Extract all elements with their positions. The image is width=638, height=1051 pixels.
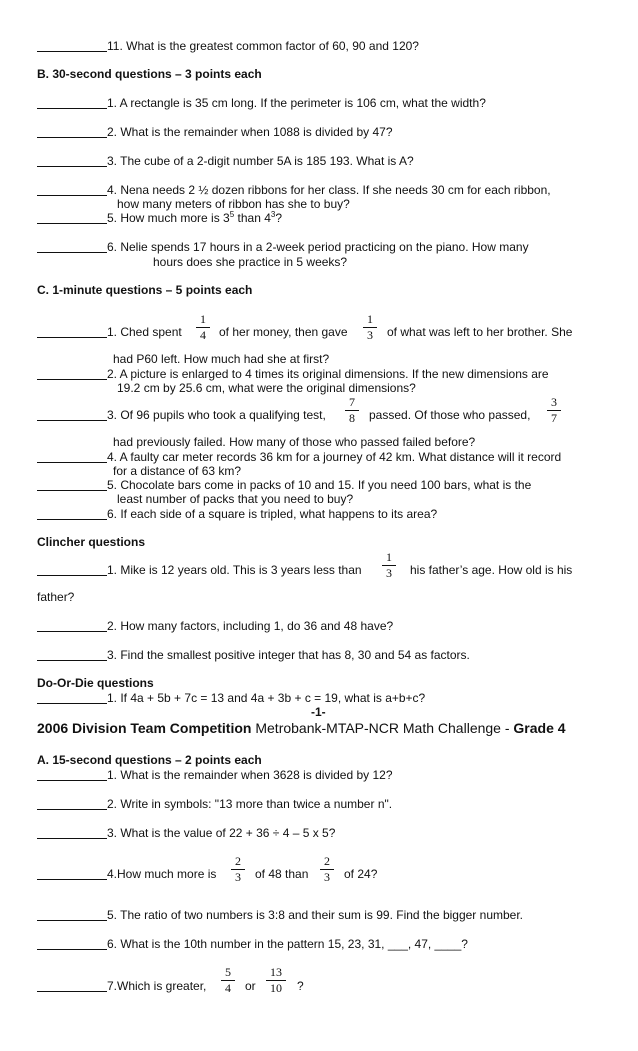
exponent: 5: [229, 210, 235, 219]
c-question-1-text1: 1. Ched spent: [107, 325, 182, 339]
fraction: $\frac{2}{3}$: [320, 855, 334, 884]
b-question-6-line1: 6. Nelie spends 17 hours in a 2-week period practicing on the piano. How many: [107, 240, 529, 254]
clincher-question-2: 2. How many factors, including 1, do 36 and 48 have?: [107, 619, 394, 633]
c-question-5-line1: 5. Chocolate bars come in packs of 10 and 15. If you need 100 bars, what is the: [107, 478, 532, 492]
a-question-6: 6. What is the 10th number in the pattern 15, 23, 31, ___, 47, ____?: [107, 937, 468, 951]
clincher-question-1-text1: 1. Mike is 12 years old. This is 3 years less than: [107, 563, 362, 577]
answer-blank[interactable]: [37, 337, 107, 338]
c-question-3-text1: 3. Of 96 pupils who took a qualifying test,: [107, 408, 326, 422]
b-question-2: 2. What is the remainder when 1088 is divided by 47?: [107, 125, 393, 139]
c-question-1-text3: of what was left to her brother. She: [387, 325, 573, 339]
b-question-4-line1: 4. Nena needs 2 ½ dozen ribbons for her class. If she needs 30 cm for each ribbon,: [107, 183, 551, 197]
answer-blank[interactable]: [37, 703, 107, 704]
fraction: $\frac{1}{3}$: [363, 313, 377, 342]
answer-blank[interactable]: [37, 519, 107, 520]
clincher-question-1-line2: father?: [37, 590, 75, 604]
c-question-2-line1: 2. A picture is enlarged to 4 times its original dimensions. If the new dimensions are: [107, 367, 549, 381]
c-question-1-line2: had P60 left. How much had she at first?: [113, 352, 330, 366]
answer-blank[interactable]: [37, 462, 107, 463]
c-question-4-line1: 4. A faulty car meter records 36 km for a journey of 42 km. What distance will it record: [107, 450, 562, 464]
clincher-question-1-text2: his father’s age. How old is his: [410, 563, 573, 577]
fraction: $\frac{1}{4}$: [196, 313, 210, 342]
answer-blank[interactable]: [37, 879, 107, 880]
answer-blank[interactable]: [37, 780, 107, 781]
fraction: $\frac{3}{7}$: [547, 396, 561, 425]
a-question-7-text1: 7.Which is greater,: [107, 979, 207, 993]
answer-blank[interactable]: [37, 920, 107, 921]
answer-blank[interactable]: [37, 223, 107, 224]
c-question-4-line2: for a distance of 63 km?: [113, 464, 242, 478]
page-number: -1-: [311, 705, 326, 719]
fraction: $\frac{13}{10}$: [266, 966, 286, 995]
a-question-7-text3: ?: [297, 979, 304, 993]
exponent: 3: [270, 210, 276, 219]
answer-blank[interactable]: [37, 108, 107, 109]
fraction: $\frac{7}{8}$: [345, 396, 359, 425]
a-question-3: 3. What is the value of 22 + 36 ÷ 4 – 5 x 5?: [107, 826, 336, 840]
a-question-4-text3: of 24?: [344, 867, 378, 881]
section-a-heading: A. 15-second questions – 2 points each: [37, 753, 262, 767]
b-question-6-line2: hours does she practice in 5 weeks?: [153, 255, 348, 269]
answer-blank[interactable]: [37, 252, 107, 253]
section-b-heading: B. 30-second questions – 3 points each: [37, 67, 262, 81]
c-question-2-line2: 19.2 cm by 25.6 cm, what were the original dimensions?: [117, 381, 416, 395]
b-question-1: 1. A rectangle is 35 cm long. If the perimeter is 106 cm, what the width?: [107, 96, 486, 110]
answer-blank[interactable]: [37, 949, 107, 950]
c-question-3-text2: passed. Of those who passed,: [369, 408, 531, 422]
b-question-5: 5. How much more is $3^5$ than $4^3$?: [107, 210, 283, 225]
fraction: $\frac{1}{3}$: [382, 551, 396, 580]
b-question-3: 3. The cube of a 2-digit number 5A is 185 193. What is A?: [107, 154, 414, 168]
answer-blank[interactable]: [37, 490, 107, 491]
section-c-heading: C. 1-minute questions – 5 points each: [37, 283, 253, 297]
answer-blank[interactable]: [37, 51, 107, 52]
answer-blank[interactable]: [37, 660, 107, 661]
fraction: $\frac{5}{4}$: [221, 966, 235, 995]
answer-blank[interactable]: [37, 991, 107, 992]
answer-blank[interactable]: [37, 838, 107, 839]
answer-blank[interactable]: [37, 166, 107, 167]
b-question-4-line2: how many meters of ribbon has she to buy?: [117, 197, 350, 211]
a-question-4-text1: 4.How much more is: [107, 867, 217, 881]
answer-blank[interactable]: [37, 420, 107, 421]
do-or-die-heading: Do-Or-Die questions: [37, 676, 154, 690]
do-or-die-question-1: 1. If 4a + 5b + 7c = 13 and 4a + 3b + c = 19, what is a+b+c?: [107, 691, 426, 705]
answer-blank[interactable]: [37, 809, 107, 810]
a-question-7-text2: or: [245, 979, 256, 993]
c-question-1-text2: of her money, then gave: [219, 325, 348, 339]
answer-blank[interactable]: [37, 379, 107, 380]
answer-blank[interactable]: [37, 575, 107, 576]
fraction: $\frac{2}{3}$: [231, 855, 245, 884]
c-question-6: 6. If each side of a square is tripled, what happens to its area?: [107, 507, 438, 521]
clincher-question-3: 3. Find the smallest positive integer that has 8, 30 and 54 as factors.: [107, 648, 470, 662]
a-question-4-text2: of 48 than: [255, 867, 309, 881]
clincher-heading: Clincher questions: [37, 535, 146, 549]
c-question-3-line2: had previously failed. How many of those who passed failed before?: [113, 435, 476, 449]
a-question-5: 5. The ratio of two numbers is 3:8 and their sum is 99. Find the bigger number.: [107, 908, 523, 922]
a-question-1: 1. What is the remainder when 3628 is divided by 12?: [107, 768, 393, 782]
c-question-5-line2: least number of packs that you need to buy?: [117, 492, 354, 506]
answer-blank[interactable]: [37, 631, 107, 632]
answer-blank[interactable]: [37, 195, 107, 196]
a-question-2: 2. Write in symbols: "13 more than twice a number n".: [107, 797, 393, 811]
page-title: 2006 Division Team Competition Metrobank-MTAP-NCR Math Challenge - Grade 4: [37, 720, 566, 736]
answer-blank[interactable]: [37, 137, 107, 138]
question-11: 11. What is the greatest common factor of 60, 90 and 120?: [107, 39, 419, 53]
